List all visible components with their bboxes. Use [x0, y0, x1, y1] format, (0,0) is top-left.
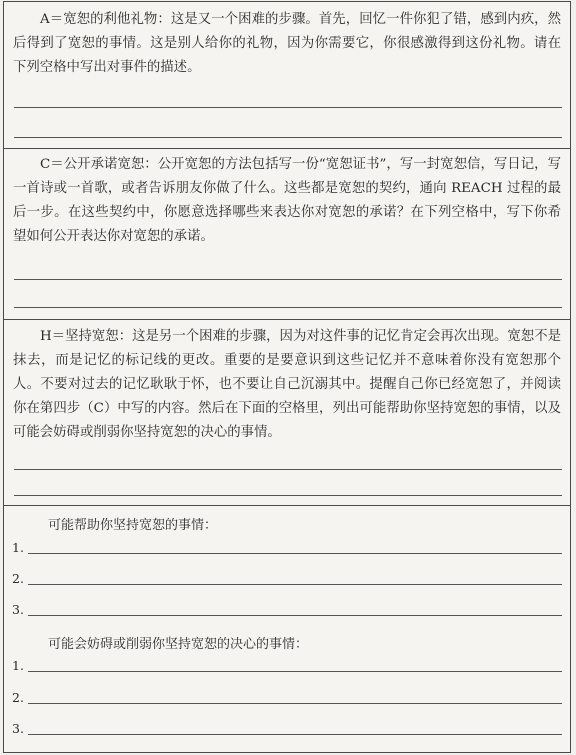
answer-line[interactable] — [28, 615, 562, 616]
item-number: 1. — [12, 540, 24, 555]
item-number: 2. — [12, 690, 24, 705]
item-number: 3. — [12, 721, 24, 736]
answer-line[interactable] — [28, 734, 562, 735]
answer-line[interactable] — [14, 137, 562, 138]
help-item-2[interactable] — [12, 568, 562, 586]
answer-line[interactable] — [14, 307, 562, 308]
section-h-text: H＝坚持宽恕：这是另一个困难的步骤，因为对这件事的记忆肯定会再次出现。宽恕不是抹去，而是记忆的标记线的更改。重要的是要意识到这些记忆并不意味着你没有宽恕那个人。不要对过去的记忆耿耿于怀，也不要让自己沉溺其中。提醒自己你已经宽恕了，并阅读你在第四步（C）中写的内容。然后在下面的空格里，列出可能帮助你坚持宽恕的事情，以及可能会妨碍或削弱你坚持宽恕的决心的事情。 — [13, 329, 561, 440]
hinder-list-heading: 可能会妨碍或削弱你坚持宽恕的决心的事情： — [48, 637, 309, 652]
worksheet — [3, 1, 571, 753]
section-c-text: C＝公开承诺宽恕：公开宽恕的方法包括写一份“宽恕证书”，写一封宽恕信，写日记，写一首诗或一首歌，或者告诉朋友你做了什么。这些都是宽恕的契约，通向 REACH 过程的最后一步。在这些契约中，你愿意选择哪些来表达你对宽恕的承诺？在下列空格中，写下你希望如何公开表达你对宽恕的承诺。 — [13, 157, 561, 244]
hinder-item-2[interactable] — [12, 687, 562, 705]
section-c-box — [4, 149, 570, 320]
answer-line[interactable] — [14, 495, 562, 496]
lists-box — [4, 506, 570, 754]
answer-line[interactable] — [28, 584, 562, 585]
section-h-box — [4, 320, 570, 506]
item-number: 3. — [12, 602, 24, 617]
item-number: 2. — [12, 571, 24, 586]
answer-line[interactable] — [14, 469, 562, 470]
answer-line[interactable] — [28, 703, 562, 704]
section-a-text: A＝宽恕的利他礼物：这是又一个困难的步骤。首先，回忆一件你犯了错，感到内疚，然后得到了宽恕的事情。这是别人给你的礼物，因为你需要它，你很感激得到这份礼物。请在下列空格中写出对事件的描述。 — [13, 12, 561, 75]
help-item-3[interactable] — [12, 599, 562, 617]
help-item-1[interactable] — [12, 537, 562, 555]
answer-line[interactable] — [14, 279, 562, 280]
answer-line[interactable] — [28, 553, 562, 554]
answer-line[interactable] — [28, 671, 562, 672]
help-list-heading: 可能帮助你坚持宽恕的事情： — [48, 518, 218, 533]
hinder-item-3[interactable] — [12, 718, 562, 736]
item-number: 1. — [12, 658, 24, 673]
hinder-item-1[interactable] — [12, 655, 562, 673]
section-a-box — [4, 2, 570, 149]
answer-line[interactable] — [14, 107, 562, 108]
